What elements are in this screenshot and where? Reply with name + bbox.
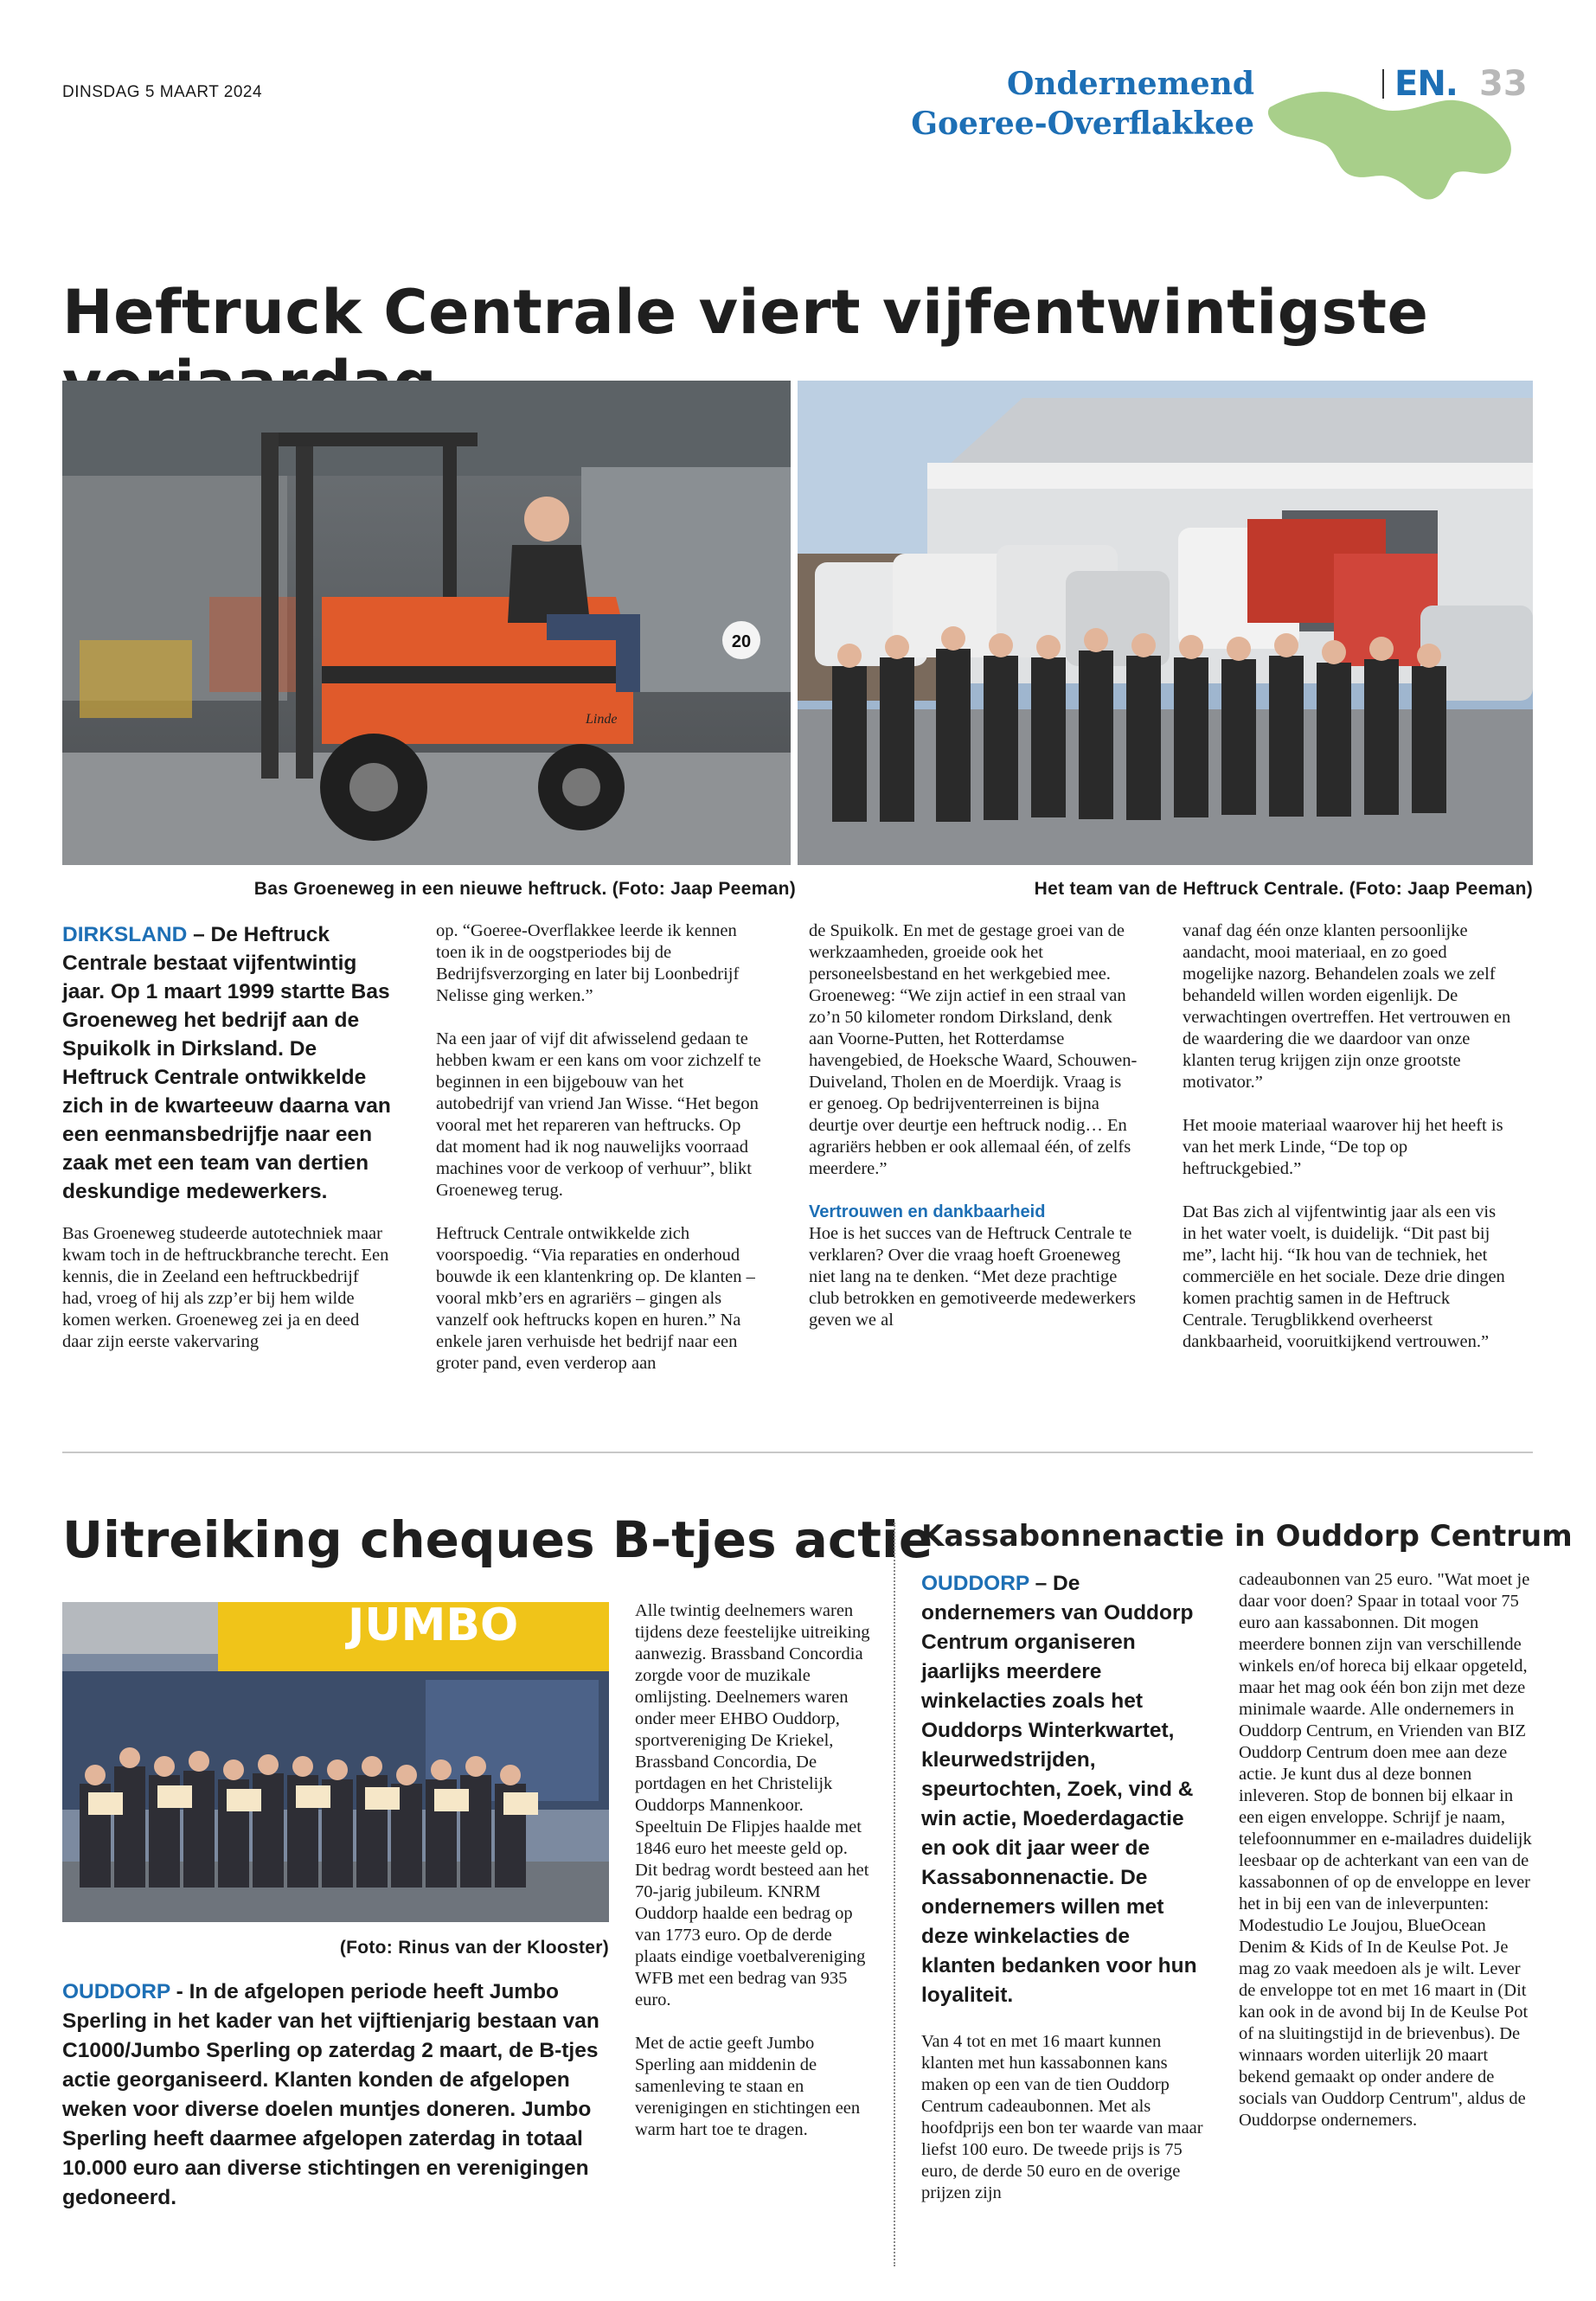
team-photo <box>798 381 1533 865</box>
article1-dateline: DIRKSLAND <box>62 923 188 946</box>
jumbo-photo-caption: (Foto: Rinus van der Klooster) <box>339 1938 609 1958</box>
section-title-line2: Goeree-Overflakkee <box>911 106 1254 142</box>
team-photo-caption: Het team van de Heftruck Centrale. (Foto: Jaap Peeman) <box>1034 879 1533 899</box>
article2-paragraph: Met de actie geeft Jumbo Sperling aan middenin de samenleving te staan en verenigingen en stichtingen een warm hart toe te dragen. <box>635 2034 861 2139</box>
article1-headline: Heftruck Centrale viert vijfentwintigste <box>62 277 1429 348</box>
page-number: 33 <box>1479 64 1528 104</box>
article3-column-2 <box>1239 1569 1533 2153</box>
article2-paragraph: Alle twintig deelnemers waren tijdens deze feestelijke uitreiking aanwezig. Brassband Concordia zorgde voor de muzikale omlijsting. Deelnemers waren onder meer EHBO Ouddorp, sportvereniging De Kriekel, Brassband Concordia, De portdagen en het Christelijk Ouddorps Mannenkoor. Speeltuin De Flipjes haalde met 1846 euro het meeste geld op. Dit bedrag wordt besteed aan het 70-jarig jubileum. KNRM Ouddorp haalde een bedrag op van 1773 euro. Op de derde plaats eindige voetbalvereniging WFB met een bedrag van 935 euro. <box>635 1601 870 2009</box>
article3-paragraph: Van 4 tot en met 16 maart kunnen klanten met hun kassabonnen kans maken op een van de tien Ouddorp Centrum cadeaubonnen. Met als hoofdprijs een bon ter waarde van maar liefst 100 euro. De tweede prijs is 75 euro, de derde 50 euro en de overige prijzen zijn <box>921 2032 1203 2202</box>
forklift-photo <box>62 381 791 865</box>
jumbo-photo-illustration <box>62 1602 609 1922</box>
article1-paragraph: Hoe is het succes van de Heftruck Centrale te verklaren? Over die vraag hoeft Groeneweg niet lang na te denken. “Met deze prachtige club betrokken en gemotiveerde medewerkers geven we al <box>809 1224 1136 1330</box>
article3-column-1 <box>921 1569 1207 2226</box>
article3-paragraph: cadeaubonnen van 25 euro. "Wat moet je daar voor doen? Spaar in totaal voor 75 euro aan kassabonnen. Dit mogen meerdere bonnen zijn van verschillende winkels en/of horeca bij elkaar opgeteld, maar het mag ook één bon zijn met deze minimale waarde. Alle ondernemers in Ouddorp Centrum, en Vrienden van BIZ Ouddorp Centrum doen mee aan deze actie. Je kunt dus al deze bonnen inleveren. Stop de bonnen bij elkaar in een eigen enveloppe. Schrijf je naam, telefoonnummer en e-mailadres duidelijk leesbaar op de achterkant van een van de kassabonnen of op de enveloppe en lever het in bij een van de inleverpunten: Modestudio Le Joujou, BlueOcean Denim & Kids of In de Keulse Pot. Je mag zo vaak meedoen als je wilt. Lever de enveloppe tot en met 16 maart in (Dit kan ook in de avond bij In de Keulse Pot of na sluitingstijd in de brievenbus). De winnaars worden uiterlijk 20 maart bekend gemaakt op onder andere de socials van Ouddorp Centrum", aldus de Ouddorpse ondernemers. <box>1239 1570 1532 2130</box>
article2-column <box>635 1600 870 2163</box>
section-divider <box>62 1452 1533 1453</box>
article2-lead <box>62 1977 607 2213</box>
article3-lead <box>921 1569 1207 2010</box>
team-photo-illustration <box>798 381 1533 865</box>
article3-headline: Kassabonnenactie in Ouddorp Centrum <box>921 1519 1573 1554</box>
article1-paragraph: Het mooie materiaal waarover hij het heeft is van het merk Linde, “De top op heftruckgebied.” <box>1183 1116 1503 1178</box>
section-title-line1: Ondernemend <box>1007 66 1254 102</box>
article1-column-3 <box>809 920 1138 1353</box>
article1-paragraph: Dat Bas zich al vijfentwintig jaar als een vis in het water voelt, is duidelijk. “Dit past bij me”, lacht hij. “Ik hou van de techniek, het commerciële en het sociale. Deze drie dingen komen prachtig samen in de Heftruck Centrale. Terugblikkend overheerst dankbaarheid, vooruitkijkend vertrouwen.” <box>1183 1202 1505 1351</box>
article1-subheading: Vertrouwen en dankbaarheid <box>809 1202 1046 1221</box>
brand-divider <box>1382 69 1384 99</box>
column-separator <box>894 1522 895 2266</box>
article1-paragraph: de Spuikolk. En met de gestage groei van de werkzaamheden, groeide ook het personeelsbestand en het werkgebied mee. Groeneweg: “We zijn actief in een straal van zo’n 50 kilometer rondom Dirksland, denk aan Voorne-Putten, het Rotterdamse havengebied, de Hoeksche Waard, Schouwen-Duiveland, Tholen en de Moerdijk. Vraag is er genoeg. Op bedrijventerreinen is bijna deurtje over deurtje een heftruck nodig… En agrariërs hebben er ook allemaal één, of zelfs meerdere.” <box>809 921 1138 1178</box>
issue-date: DINSDAG 5 MAART 2024 <box>62 83 263 101</box>
article1-lead <box>62 920 391 1206</box>
article1-paragraph: op. “Goeree-Overflakkee leerde ik kennen toen ik in de oogstperiodes bij de Bedrijfsverzorging en later bij Loonbedrijf Nelisse ging werken.” <box>436 921 740 1005</box>
article2-dateline: OUDDORP <box>62 1980 170 2003</box>
forklift-photo-caption: Bas Groeneweg in een nieuwe heftruck. (Foto: Jaap Peeman) <box>253 879 796 899</box>
article1-paragraph: Na een jaar of vijf dit afwisselend gedaan te hebben kwam er een kans om voor zichzelf te beginnen in een bijgebouw van het autobedrijf van vriend Jan Wisse. “Het begon vooral met het repareren van heftrucks. Op dat moment had ik nog nauwelijks voorraad machines voor de verkoop of verhuur”, blikt Groeneweg terug. <box>436 1029 761 1200</box>
forklift-photo-illustration <box>62 381 791 865</box>
article1-paragraph: vanaf dag één onze klanten persoonlijke aandacht, mooi materiaal, en zo goed mogelijke nazorg. Behandelen zoals we zelf behandeld willen worden eigenlijk. De verwachtingen overtreffen. Het vertrouwen en de waardering die we daardoor van onze klanten terug krijgen zijn onze grootste motivator.” <box>1183 921 1511 1092</box>
section-title <box>874 64 1254 144</box>
article1-lead-text: – De Heftruck Centrale bestaat vijfentwintig jaar. Op 1 maart 1999 startte Bas Groeneweg het bedrijf aan de Spuikolk in Dirksland. De Heftruck Centrale ontwikkelde zich in de kwarteeuw daarna van een eenmansbedrijfje naar een zaak met een team van dertien deskundige medewerkers. <box>62 923 391 1203</box>
article1-paragraph: Bas Groeneweg studeerde autotechniek maar kwam toch in de heftruckbranche terecht. Een kennis, die in Zeeland een heftruckbedrijf had, vroeg of hij als zzp’er bij hem wilde komen werken. Groeneweg zei ja en deed daar zijn eerste vakervaring <box>62 1224 389 1351</box>
forklift-number: 20 <box>731 632 752 651</box>
jumbo-photo <box>62 1602 609 1922</box>
article1-column-2 <box>436 920 765 1396</box>
article1-column-4 <box>1183 920 1511 1375</box>
store-sign: JUMBO <box>348 1602 519 1651</box>
forklift-brand: Linde <box>586 712 618 727</box>
brand-logo: EN. <box>1394 64 1458 104</box>
article3-lead-text: – De ondernemers van Ouddorp Centrum organiseren jaarlijks meerdere winkelacties zoals het Ouddorps Winterkwartet, kleurwedstrijden, speurtochten, Zoek, vind & win actie, Moederdagactie en ook dit jaar weer de Kassabonnenactie. De ondernemers willen met deze winkelacties de klanten bedanken voor hun loyaliteit. <box>921 1572 1197 2007</box>
article1-paragraph: Heftruck Centrale ontwikkelde zich voorspoedig. “Via reparaties en onderhoud bouwde ik een klantenkring op. De klanten – vooral mkb’ers en agrariërs – gingen als vanzelf ook heftrucks kopen en huren.” Na enkele jaren verhuisde het bedrijf naar een groter pand, even verderop aan <box>436 1224 755 1373</box>
article2-lead-text: - In de afgelopen periode heeft Jumbo Sperling in het kader van het vijftienjarig bestaan van C1000/Jumbo Sperling op zaterdag 2 maart, de B-tjes actie georganiseerd. Klanten konden de afgelopen weken voor diverse doelen muntjes doneren. Jumbo Sperling heeft daarmee afgelopen zaterdag in totaal 10.000 euro aan diverse stichtingen en verenigingen gedoneerd. <box>62 1980 599 2209</box>
article2-lead-block <box>62 1977 607 2213</box>
article2-headline: Uitreiking cheques B-tjes actie <box>62 1510 933 1569</box>
article1-column-1 <box>62 920 391 1375</box>
article3-dateline: OUDDORP <box>921 1572 1029 1595</box>
